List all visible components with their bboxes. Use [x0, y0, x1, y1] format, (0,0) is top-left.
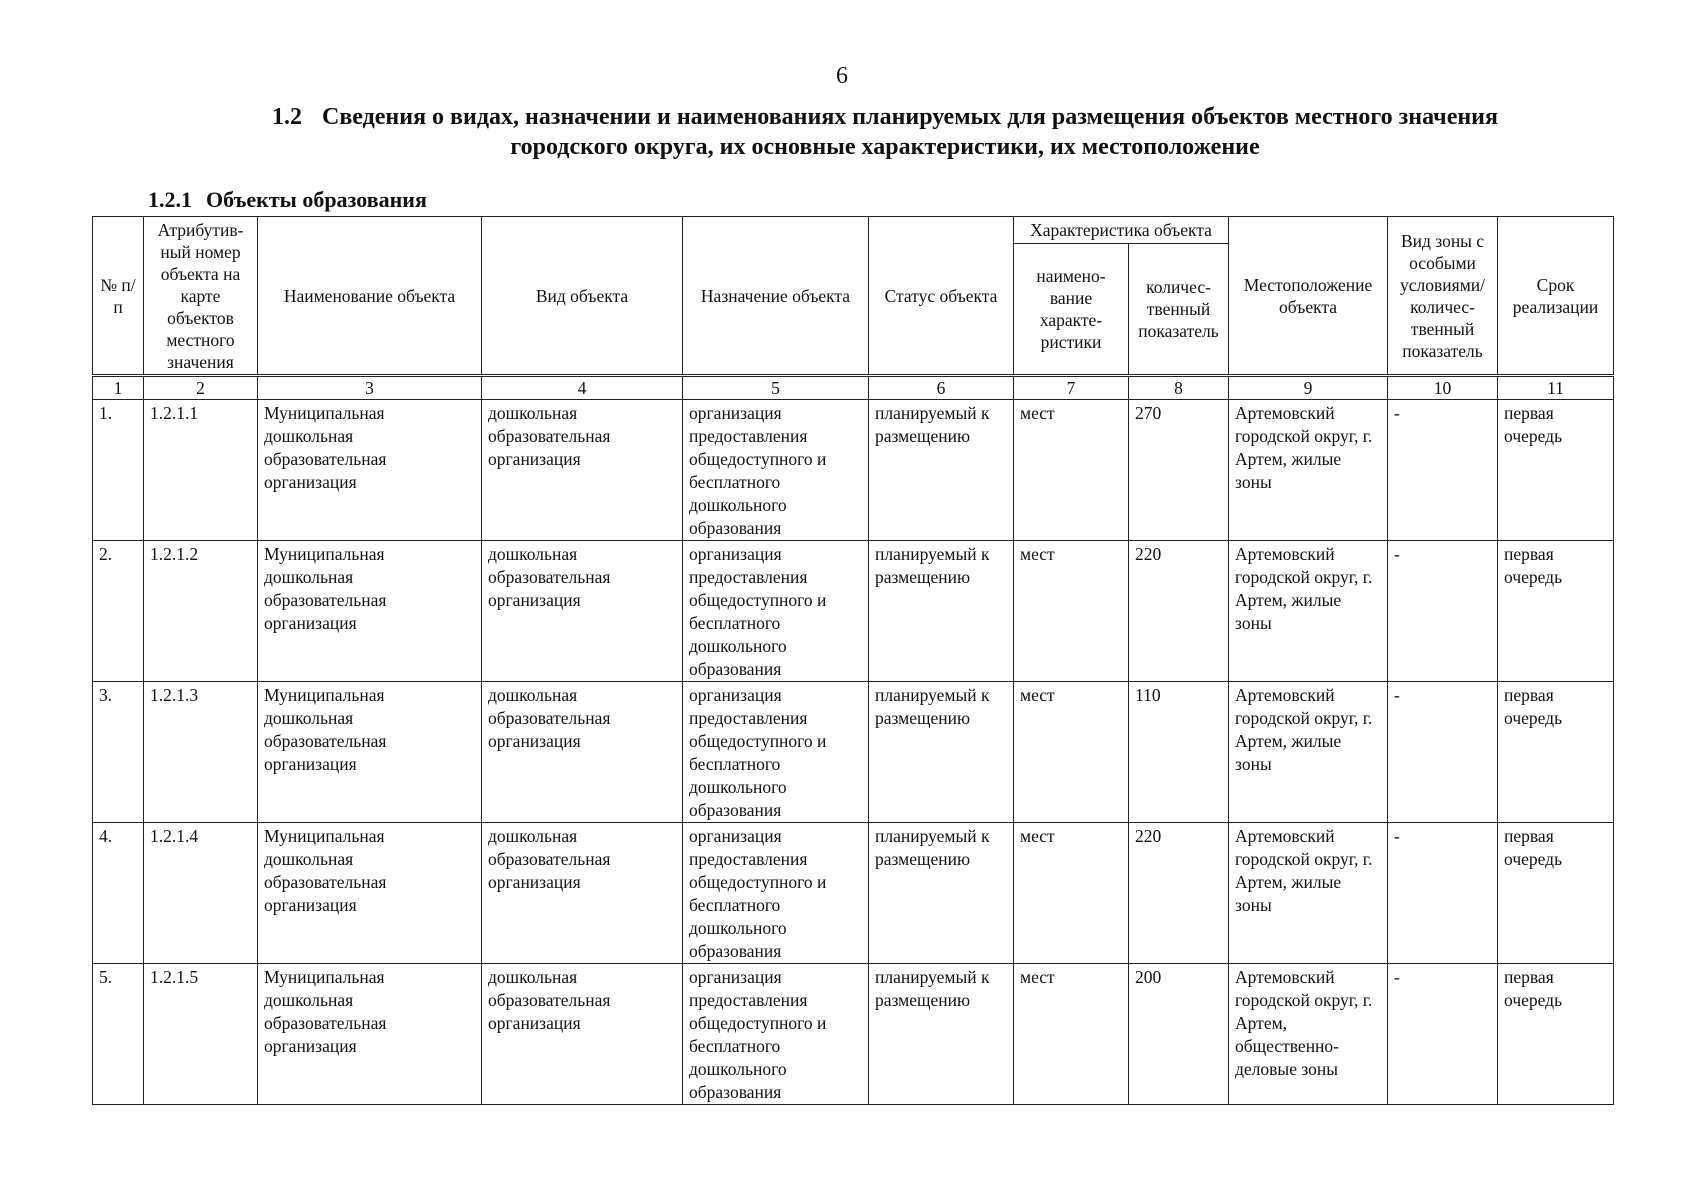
cell-characteristic-value: 270: [1129, 400, 1229, 541]
cell-characteristic-value: 220: [1129, 541, 1229, 682]
cell-object-name: Муниципальная дошкольная образовательная организация: [258, 964, 482, 1105]
cell-object-name: Муниципальная дошкольная образовательная организация: [258, 823, 482, 964]
cell-location: Артемовский городской округ, г. Артем, жилые зоны: [1229, 823, 1388, 964]
table-row: [93, 400, 1614, 541]
cell-object-purpose: организация предоставления общедоступного и бесплатного дошкольного образования: [683, 682, 869, 823]
cell-attribute-number: 1.2.1.1: [144, 400, 258, 541]
table-row: [93, 541, 1614, 682]
header-characteristic-value: количес-твенный показатель: [1129, 244, 1229, 376]
column-number: 10: [1388, 376, 1498, 400]
header-object-type: Вид объекта: [482, 217, 683, 376]
cell-characteristic-name: мест: [1014, 682, 1129, 823]
header-characteristic-name: наимено-вание характе-ристики: [1014, 244, 1129, 376]
cell-object-type: дошкольная образовательная организация: [482, 400, 683, 541]
section-title-line-1: [150, 102, 1620, 132]
header-object-status: Статус объекта: [869, 217, 1014, 376]
section-title: [150, 102, 1620, 162]
cell-characteristic-name: мест: [1014, 400, 1129, 541]
cell-object-purpose: организация предоставления общедоступного и бесплатного дошкольного образования: [683, 541, 869, 682]
cell-object-purpose: организация предоставления общедоступного и бесплатного дошкольного образования: [683, 964, 869, 1105]
cell-num: 2.: [93, 541, 144, 682]
header-location: Местоположение объекта: [1229, 217, 1388, 376]
cell-characteristic-name: мест: [1014, 541, 1129, 682]
cell-object-name: Муниципальная дошкольная образовательная организация: [258, 682, 482, 823]
cell-num: 4.: [93, 823, 144, 964]
column-number: 11: [1498, 376, 1614, 400]
header-special-zone: Вид зоны с особыми условиями/ количес-твенный показатель: [1388, 217, 1498, 376]
table-row: [93, 682, 1614, 823]
cell-attribute-number: 1.2.1.3: [144, 682, 258, 823]
column-number: 9: [1229, 376, 1388, 400]
cell-location: Артемовский городской округ, г. Артем, жилые зоны: [1229, 682, 1388, 823]
column-number: 1: [93, 376, 144, 400]
header-attribute-number: Атрибутив-ный номер объекта на карте объектов местного значения: [144, 217, 258, 376]
cell-num: 5.: [93, 964, 144, 1105]
column-number: 7: [1014, 376, 1129, 400]
column-number: 6: [869, 376, 1014, 400]
subsection-title: [148, 187, 427, 213]
column-number: 3: [258, 376, 482, 400]
cell-object-status: планируемый к размещению: [869, 400, 1014, 541]
cell-object-type: дошкольная образовательная организация: [482, 964, 683, 1105]
cell-term: первая очередь: [1498, 400, 1614, 541]
cell-special-zone: -: [1388, 541, 1498, 682]
cell-object-status: планируемый к размещению: [869, 541, 1014, 682]
cell-attribute-number: 1.2.1.5: [144, 964, 258, 1105]
subsection-number: 1.2.1: [148, 187, 192, 212]
header-num: № п/п: [93, 217, 144, 376]
cell-object-purpose: организация предоставления общедоступного и бесплатного дошкольного образования: [683, 400, 869, 541]
header-object-name: Наименование объекта: [258, 217, 482, 376]
column-number: 2: [144, 376, 258, 400]
cell-object-name: Муниципальная дошкольная образовательная организация: [258, 400, 482, 541]
cell-location: Артемовский городской округ, г. Артем, общественно-деловые зоны: [1229, 964, 1388, 1105]
cell-term: первая очередь: [1498, 823, 1614, 964]
cell-object-type: дошкольная образовательная организация: [482, 682, 683, 823]
cell-attribute-number: 1.2.1.2: [144, 541, 258, 682]
cell-special-zone: -: [1388, 682, 1498, 823]
cell-location: Артемовский городской округ, г. Артем, жилые зоны: [1229, 400, 1388, 541]
section-title-text-2: городского округа, их основные характеристики, их местоположение: [510, 134, 1260, 160]
cell-object-status: планируемый к размещению: [869, 823, 1014, 964]
cell-object-purpose: организация предоставления общедоступного и бесплатного дошкольного образования: [683, 823, 869, 964]
cell-object-name: Муниципальная дошкольная образовательная организация: [258, 541, 482, 682]
cell-attribute-number: 1.2.1.4: [144, 823, 258, 964]
page-number: 6: [836, 63, 848, 89]
header-object-purpose: Назначение объекта: [683, 217, 869, 376]
table-row: [93, 823, 1614, 964]
cell-object-type: дошкольная образовательная организация: [482, 541, 683, 682]
column-number: 5: [683, 376, 869, 400]
cell-object-status: планируемый к размещению: [869, 682, 1014, 823]
cell-special-zone: -: [1388, 823, 1498, 964]
subsection-title-text: Объекты образования: [206, 187, 427, 212]
cell-term: первая очередь: [1498, 964, 1614, 1105]
cell-characteristic-value: 110: [1129, 682, 1229, 823]
cell-special-zone: -: [1388, 400, 1498, 541]
cell-characteristic-value: 200: [1129, 964, 1229, 1105]
column-number: 4: [482, 376, 683, 400]
cell-object-type: дошкольная образовательная организация: [482, 823, 683, 964]
cell-special-zone: -: [1388, 964, 1498, 1105]
cell-term: первая очередь: [1498, 541, 1614, 682]
header-characteristics-group: Характеристика объекта: [1014, 217, 1229, 244]
education-objects-table: [92, 216, 1614, 1105]
cell-characteristic-name: мест: [1014, 964, 1129, 1105]
header-term: Срок реализации: [1498, 217, 1614, 376]
cell-term: первая очередь: [1498, 682, 1614, 823]
cell-location: Артемовский городской округ, г. Артем, жилые зоны: [1229, 541, 1388, 682]
cell-num: 3.: [93, 682, 144, 823]
table-row: [93, 964, 1614, 1105]
table-header-row: [93, 217, 1614, 244]
column-numbers-row: [93, 376, 1614, 400]
column-number: 8: [1129, 376, 1229, 400]
cell-object-status: планируемый к размещению: [869, 964, 1014, 1105]
cell-characteristic-name: мест: [1014, 823, 1129, 964]
cell-num: 1.: [93, 400, 144, 541]
section-number: 1.2: [271, 104, 302, 130]
cell-characteristic-value: 220: [1129, 823, 1229, 964]
section-title-text-1: Сведения о видах, назначении и наименованиях планируемых для размещения объектов местного значения: [321, 104, 1498, 130]
